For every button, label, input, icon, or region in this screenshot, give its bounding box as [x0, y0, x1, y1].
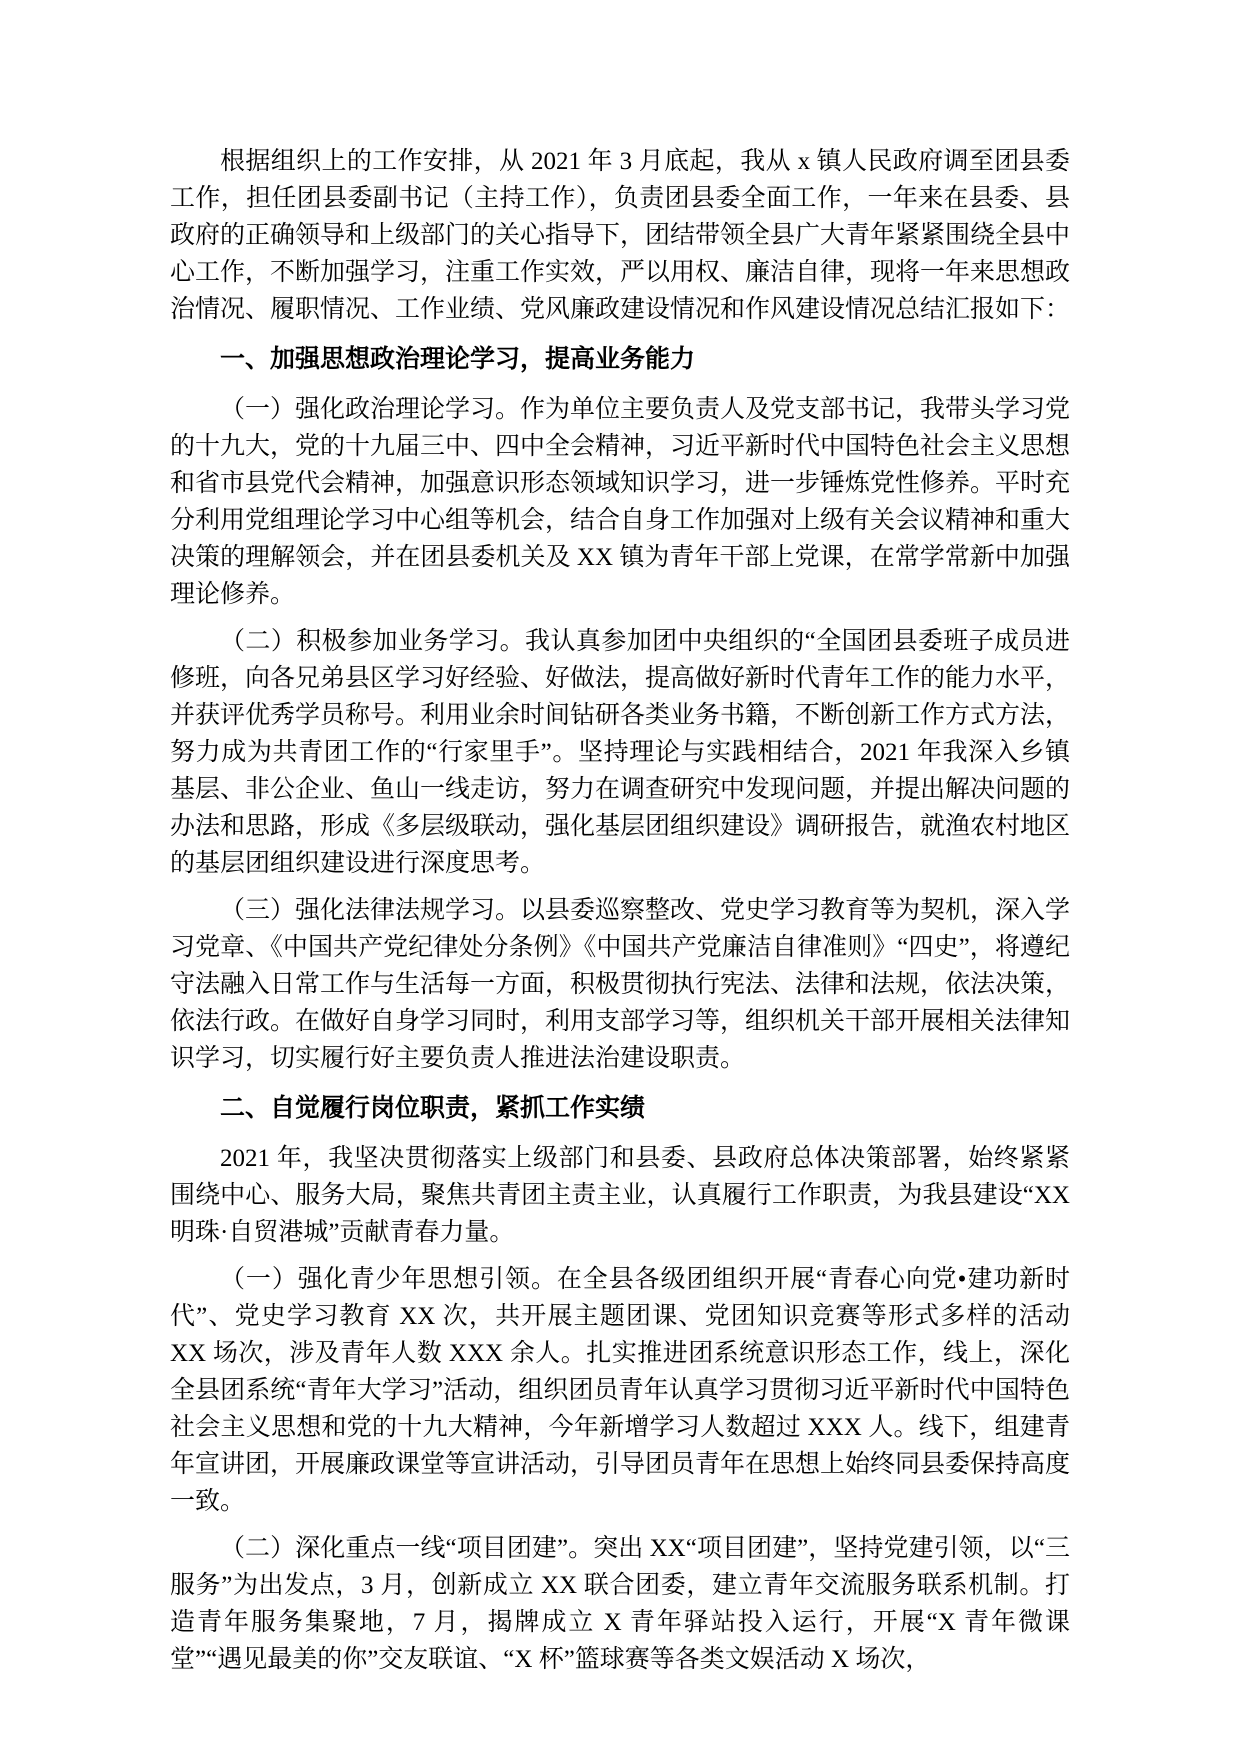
body-paragraph: （二）深化重点一线“项目团建”。突出 XX“项目团建”，坚持党建引领，以“三服务”为出发点，3 月，创新成立 XX 联合团委，建立青年交流服务联系机制。打造青年服务集聚地，7 月，揭牌成立 X 青年驿站投入运行，开展“X 青年微课堂”“遇见最美的你”交友联谊、“X 杯”篮球赛等各类文娱活动 X 场次，: [170, 1535, 1070, 1673]
document-content: [170, 143, 1070, 1678]
body-paragraph: （一）强化青少年思想引领。在全县各级团组织开展“青春心向党•建功新时代”、党史学习教育 XX 次，共开展主题团课、党团知识竞赛等形式多样的活动 XX 场次，涉及青年人数 XXX 余人。扎实推进团系统意识形态工作，线上，深化全县团系统“青年大学习”活动，组织团员青年认真学习贯彻习近平新时代中国特色社会主义思想和党的十九大精神，今年新增学习人数超过 XXX 人。线下，组建青年宣讲团，开展廉政课堂等宣讲活动，引导团员青年在思想上始终同县委保持高度一致。: [170, 1266, 1071, 1515]
section-heading: 二、自觉履行岗位职责，紧抓工作实绩: [220, 1094, 646, 1122]
body-paragraph: （三）强化法律法规学习。以县委巡察整改、党史学习教育等为契机，深入学习党章、《中国共产党纪律处分条例》《中国共产党廉洁自律准则》“四史”，将遵纪守法融入日常工作与生活每一方面，积极贯彻执行宪法、法律和法规，依法决策，依法行政。在做好自身学习同时，利用支部学习等，组织机关干部开展相关法律知识学习，切实履行好主要负责人推进法治建设职责。: [170, 897, 1071, 1072]
body-paragraph: （二）积极参加业务学习。我认真参加团中央组织的“全国团县委班子成员进修班，向各兄弟县区学习好经验、好做法，提高做好新时代青年工作的能力水平，并获评优秀学员称号。利用业余时间钻研各类业务书籍，不断创新工作方式方法，努力成为共青团工作的“行家里手”。坚持理论与实践相结合，2021 年我深入乡镇基层、非公企业、鱼山一线走访，努力在调查研究中发现问题，并提出解决问题的办法和思路，形成《多层级联动，强化基层团组织建设》调研报告，就渔农村地区的基层团组织建设进行深度思考。: [170, 628, 1071, 877]
body-paragraph: 根据组织上的工作安排，从 2021 年 3 月底起，我从 x 镇人民政府调至团县委工作，担任团县委副书记（主持工作），负责团县委全面工作，一年来在县委、县政府的正确领导和上级部门的关心指导下，团结带领全县广大青年紧紧围绕全县中心工作，不断加强学习，注重工作实效，严以用权、廉洁自律，现将一年来思想政治情况、履职情况、工作业绩、党风廉政建设情况和作风建设情况总结汇报如下：: [170, 148, 1071, 323]
section-heading: 一、加强思想政治理论学习，提高业务能力: [220, 345, 696, 373]
body-paragraph: （一）强化政治理论学习。作为单位主要负责人及党支部书记，我带头学习党的十九大，党的十九届三中、四中全会精神，习近平新时代中国特色社会主义思想和省市县党代会精神，加强意识形态领域知识学习，进一步锤炼党性修养。平时充分利用党组理论学习中心组等机会，结合自身工作加强对上级有关会议精神和重大决策的理解领会，并在团县委机关及 XX 镇为青年干部上党课，在常学常新中加强理论修养。: [170, 396, 1071, 608]
body-paragraph: 2021 年，我坚决贯彻落实上级部门和县委、县政府总体决策部署，始终紧紧围绕中心、服务大局，聚焦共青团主责主业，认真履行工作职责，为我县建设“XX 明珠·自贸港城”贡献青春力量。: [170, 1145, 1070, 1246]
